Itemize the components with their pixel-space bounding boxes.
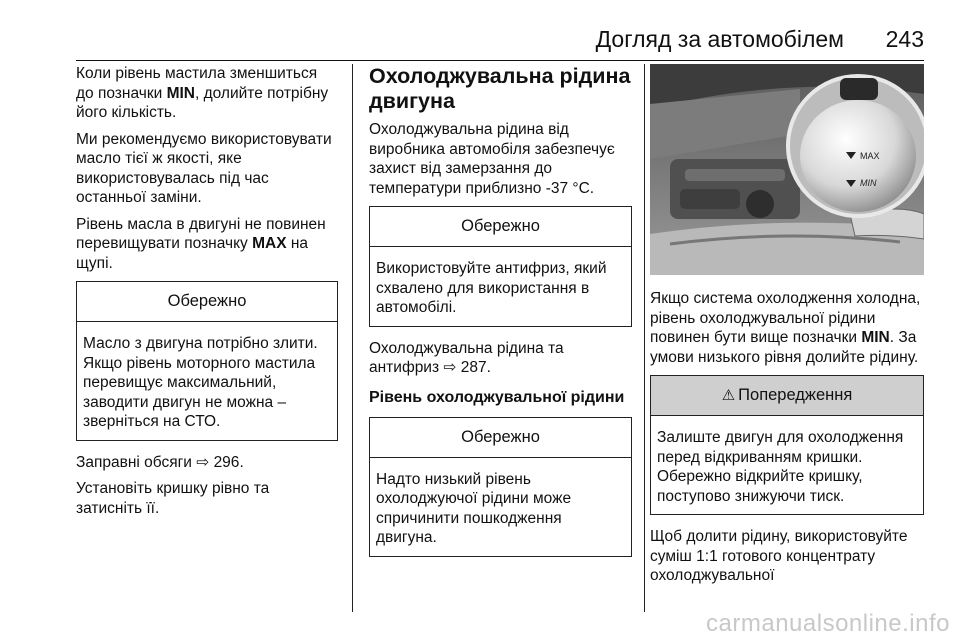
paragraph-oil-quality: Ми рекомендуємо використовувати масло тієї ж якості, яке використовувалась під час останньої заміни. — [76, 130, 332, 206]
max-mark-label: MAX — [860, 151, 880, 161]
paragraph-topping-up: Щоб долити рідину, використовуйте суміш 1:1 готового концентрату охолоджувальної — [650, 528, 908, 584]
column-2 — [369, 64, 632, 569]
warning-title: ⚠ Попередження — [651, 376, 923, 416]
caution-text: Масло з двигуна потрібно злити. Якщо рівень моторного мастила перевищує максимальний, заводити двигун не можна – зверніться на СТО. — [83, 335, 318, 430]
subsection-title-coolant-level: Рівень охолоджувальної рідини — [369, 388, 625, 406]
caution-box-coolant-low — [369, 417, 632, 557]
min-mark-label: MIN — [860, 178, 877, 188]
paragraph-capacities: Заправні обсяги ⇨ 296. — [76, 453, 244, 471]
warning-box-hot-engine — [650, 375, 924, 515]
paragraph-antifreeze-ref: Охолоджувальна рідина та антифриз ⇨ 287. — [369, 339, 564, 376]
paragraph-cap: Установіть кришку рівно та затисніть її. — [76, 480, 270, 517]
warning-text: Залиште двигун для охолодження перед відкриванням кришки. Обережно відкрийте кришку, поступово знижуючи тиск. — [657, 429, 904, 505]
caution-title: Обережно — [370, 207, 631, 247]
page-ref-arrow-icon: ⇨ — [196, 453, 210, 471]
paragraph-coolant-level: Якщо система охолодження холодна, рівень охолоджувальної рідини повинен бути вище позначки MIN. За умови низького рівня долийте рідину. — [650, 290, 921, 366]
caution-text: Використовуйте антифриз, який схвалено для використання в автомобілі. — [376, 260, 607, 316]
page-ref-link[interactable]: 287 — [460, 359, 487, 376]
engine-bay-illustration — [650, 64, 924, 275]
paragraph-oil-max: Рівень масла в двигуні не повинен перевищувати позначку MAX на щупі. — [76, 215, 326, 272]
page-header — [76, 26, 924, 56]
column-divider-2 — [644, 64, 645, 612]
header-rule — [76, 60, 924, 61]
paragraph-coolant-protection: Охолоджувальна рідина від виробника автомобіля забезпечує захист від замерзання до температури приблизно -37 °C. — [369, 121, 615, 197]
caution-text: Надто низький рівень охолоджуючої рідини може спричинити пошкодження двигуна. — [376, 470, 572, 546]
page-ref-arrow-icon: ⇨ — [443, 359, 457, 376]
caution-title: Обережно — [370, 418, 631, 458]
column-3 — [650, 64, 924, 593]
warning-triangle-icon: ⚠ — [721, 387, 736, 404]
page-title: Догляд за автомобілем — [595, 26, 844, 52]
coolant-reservoir-photo — [650, 64, 924, 275]
page-number: 243 — [885, 26, 924, 52]
caution-title: Обережно — [77, 282, 337, 322]
page-ref-link[interactable]: 296 — [213, 453, 240, 471]
section-title-coolant: Охолоджувальна рідина двигуна — [369, 64, 631, 113]
watermark: carmanualsonline.info — [706, 610, 950, 637]
column-1 — [76, 64, 338, 525]
paragraph-oil-min: Коли рівень мастила зменшиться до позначки MIN, долийте потрібну його кількість. — [76, 65, 329, 121]
caution-box-antifreeze — [369, 206, 632, 327]
min-label: MIN — [166, 84, 195, 102]
caution-box-oil — [76, 281, 338, 441]
max-label: MAX — [252, 235, 287, 252]
column-divider-1 — [352, 64, 353, 612]
min-label: MIN — [861, 329, 890, 346]
